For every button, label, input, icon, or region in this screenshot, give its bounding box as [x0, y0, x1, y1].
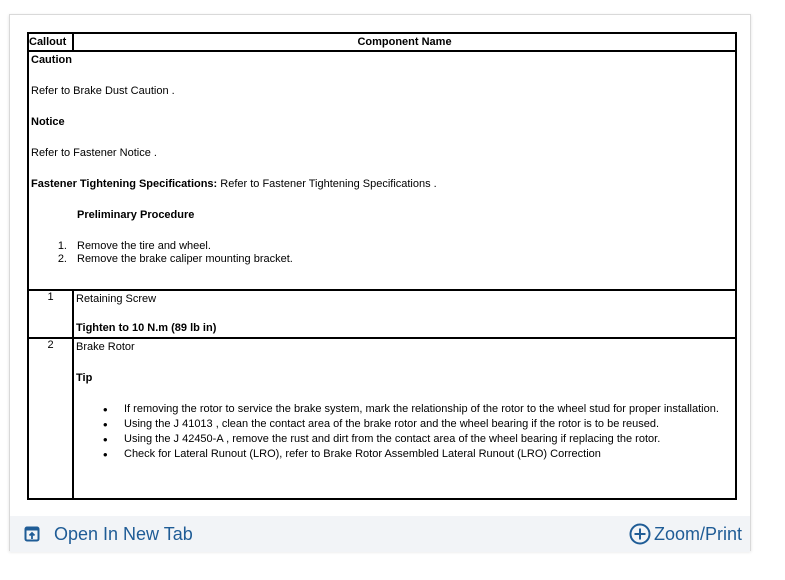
open-in-new-tab-label: Open In New Tab	[54, 523, 193, 544]
list-item: 1. Remove the tire and wheel.	[57, 240, 211, 252]
procedure-steps	[31, 240, 733, 266]
caution-text: Refer to Brake Dust Caution .	[31, 85, 175, 97]
callout-number: 2	[28, 338, 73, 499]
procedure-title: Preliminary Procedure	[77, 209, 195, 221]
table-row	[28, 338, 736, 499]
fastener-spec-line	[31, 178, 733, 191]
notice-title: Notice	[31, 116, 65, 128]
component-cell	[74, 291, 735, 337]
zoom-print-label: Zoom/Print	[653, 523, 742, 544]
component-name-header: Component Name	[73, 33, 736, 51]
open-in-new-tab-link[interactable]	[24, 524, 193, 545]
callout-header: Callout	[28, 33, 73, 51]
torque-spec: Tighten to 10 N.m (89 lb in)	[76, 322, 217, 334]
notice-text: Refer to Fastener Notice .	[31, 147, 157, 159]
intro-section	[29, 52, 735, 289]
tip-title: Tip	[76, 372, 93, 384]
footer-bar	[10, 516, 750, 552]
tip-list	[76, 403, 733, 461]
component-name: Brake Rotor	[76, 341, 135, 353]
table-row	[28, 290, 736, 338]
component-table	[27, 32, 737, 500]
zoom-print-link[interactable]	[629, 523, 742, 545]
fastener-spec-label: Fastener Tightening Specifications:	[31, 178, 218, 190]
component-name: Retaining Screw	[76, 293, 157, 305]
list-item: • Using the J 42450-A , remove the rust and dirt from the contact area of the wheel bearing if replacing the rotor.	[124, 433, 733, 446]
callout-number: 1	[28, 290, 73, 338]
document-card	[9, 14, 751, 551]
open-in-new-tab-icon	[24, 526, 40, 542]
intro-row	[28, 51, 736, 290]
table-header-row	[28, 33, 736, 51]
list-item: • If removing the rotor to service the brake system, mark the relationship of the rotor to the wheel stud for proper installation.	[124, 403, 733, 416]
caution-title: Caution	[31, 54, 72, 66]
fastener-spec-text: Refer to Fastener Tightening Specifications .	[217, 178, 437, 190]
list-item: 2. Remove the brake caliper mounting bracket.	[57, 253, 293, 265]
list-item: • Check for Lateral Runout (LRO), refer to Brake Rotor Assembled Lateral Runout (LRO) Correction	[124, 448, 733, 461]
zoom-plus-icon	[629, 523, 651, 545]
component-cell	[74, 339, 735, 498]
list-item: • Using the J 41013 , clean the contact area of the brake rotor and the wheel bearing if the rotor is to be reused.	[124, 418, 733, 431]
